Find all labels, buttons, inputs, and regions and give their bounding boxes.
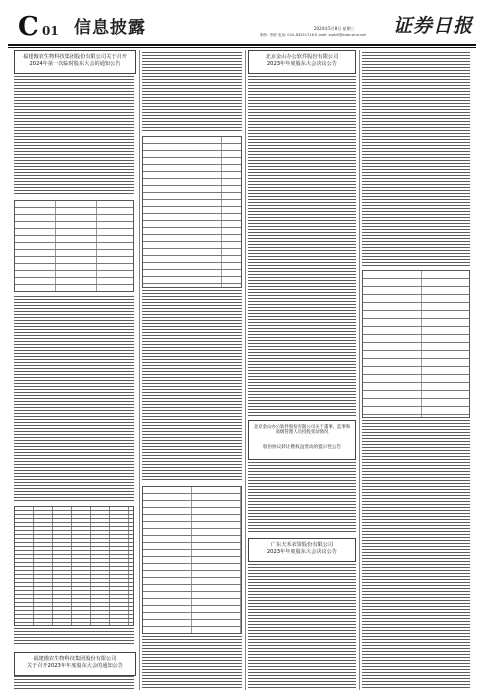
body-text — [142, 290, 242, 480]
announcement-header-4 — [248, 538, 356, 562]
body-text — [248, 564, 356, 690]
body-text — [14, 296, 134, 502]
section-number: 01 — [42, 24, 59, 38]
announcement-header-5 — [14, 652, 136, 676]
announcement-header-3 — [248, 420, 356, 460]
body-text — [142, 52, 242, 132]
announcement-title: 股份协议转让暨权益变动的提示性公告 — [262, 445, 342, 450]
announcement-company: 北京金山办公软件股份有限公司关于董事、监事和高级管理人员持股变动情况 — [253, 425, 351, 435]
header-rule-thin — [8, 47, 476, 48]
column-divider — [359, 50, 360, 690]
section-letter: C — [18, 12, 39, 42]
body-text — [14, 676, 134, 690]
column-1 — [14, 50, 136, 690]
body-text — [14, 628, 134, 644]
body-text — [362, 52, 470, 266]
announcement-header-2 — [248, 50, 356, 74]
editor-contact: 制作: 李波 电话: 010-83251716 E-mail: zqrb9@zqrb.sina.net — [260, 33, 366, 37]
column-divider — [139, 50, 140, 690]
body-text — [248, 462, 356, 532]
proxy-form-table — [14, 506, 134, 626]
column-divider — [245, 50, 246, 690]
column-3 — [248, 50, 356, 690]
announcement-title: 2023年年度股东大会决议公告 — [266, 549, 338, 555]
proposals-table — [142, 136, 242, 288]
announcement-title: 2024年第一次临时股东大会的通知公告 — [29, 61, 121, 67]
body-text — [248, 76, 356, 416]
page-header — [8, 12, 476, 44]
column-4 — [362, 50, 470, 690]
body-text — [142, 636, 242, 690]
body-text — [362, 420, 470, 690]
body-text — [14, 76, 134, 196]
announcement-title: 关于召开2023年年度股东大会的通知公告 — [26, 663, 124, 669]
announcement-company: 福建傲农生物科技集团股份有限公司关于召开 — [23, 54, 127, 60]
results-table — [362, 270, 470, 418]
data-table — [14, 200, 134, 292]
section-title: 信息披露 — [74, 18, 146, 38]
announcement-company: 福建傲农生物科技集团股份有限公司 — [33, 656, 117, 662]
announcement-company: 北京金山办公软件股份有限公司 — [265, 54, 339, 60]
announcement-company: 广东天禾农资股份有限公司 — [270, 542, 334, 548]
newspaper-masthead-logo: 证券日报 — [393, 15, 474, 37]
header-rule — [8, 44, 476, 46]
announcement-header-1 — [14, 50, 136, 74]
announcement-title: 2023年年度股东大会决议公告 — [266, 61, 338, 67]
voting-table — [142, 486, 242, 634]
column-2 — [142, 50, 242, 690]
issue-date: 2024年5月8日 星期三 — [314, 26, 355, 31]
